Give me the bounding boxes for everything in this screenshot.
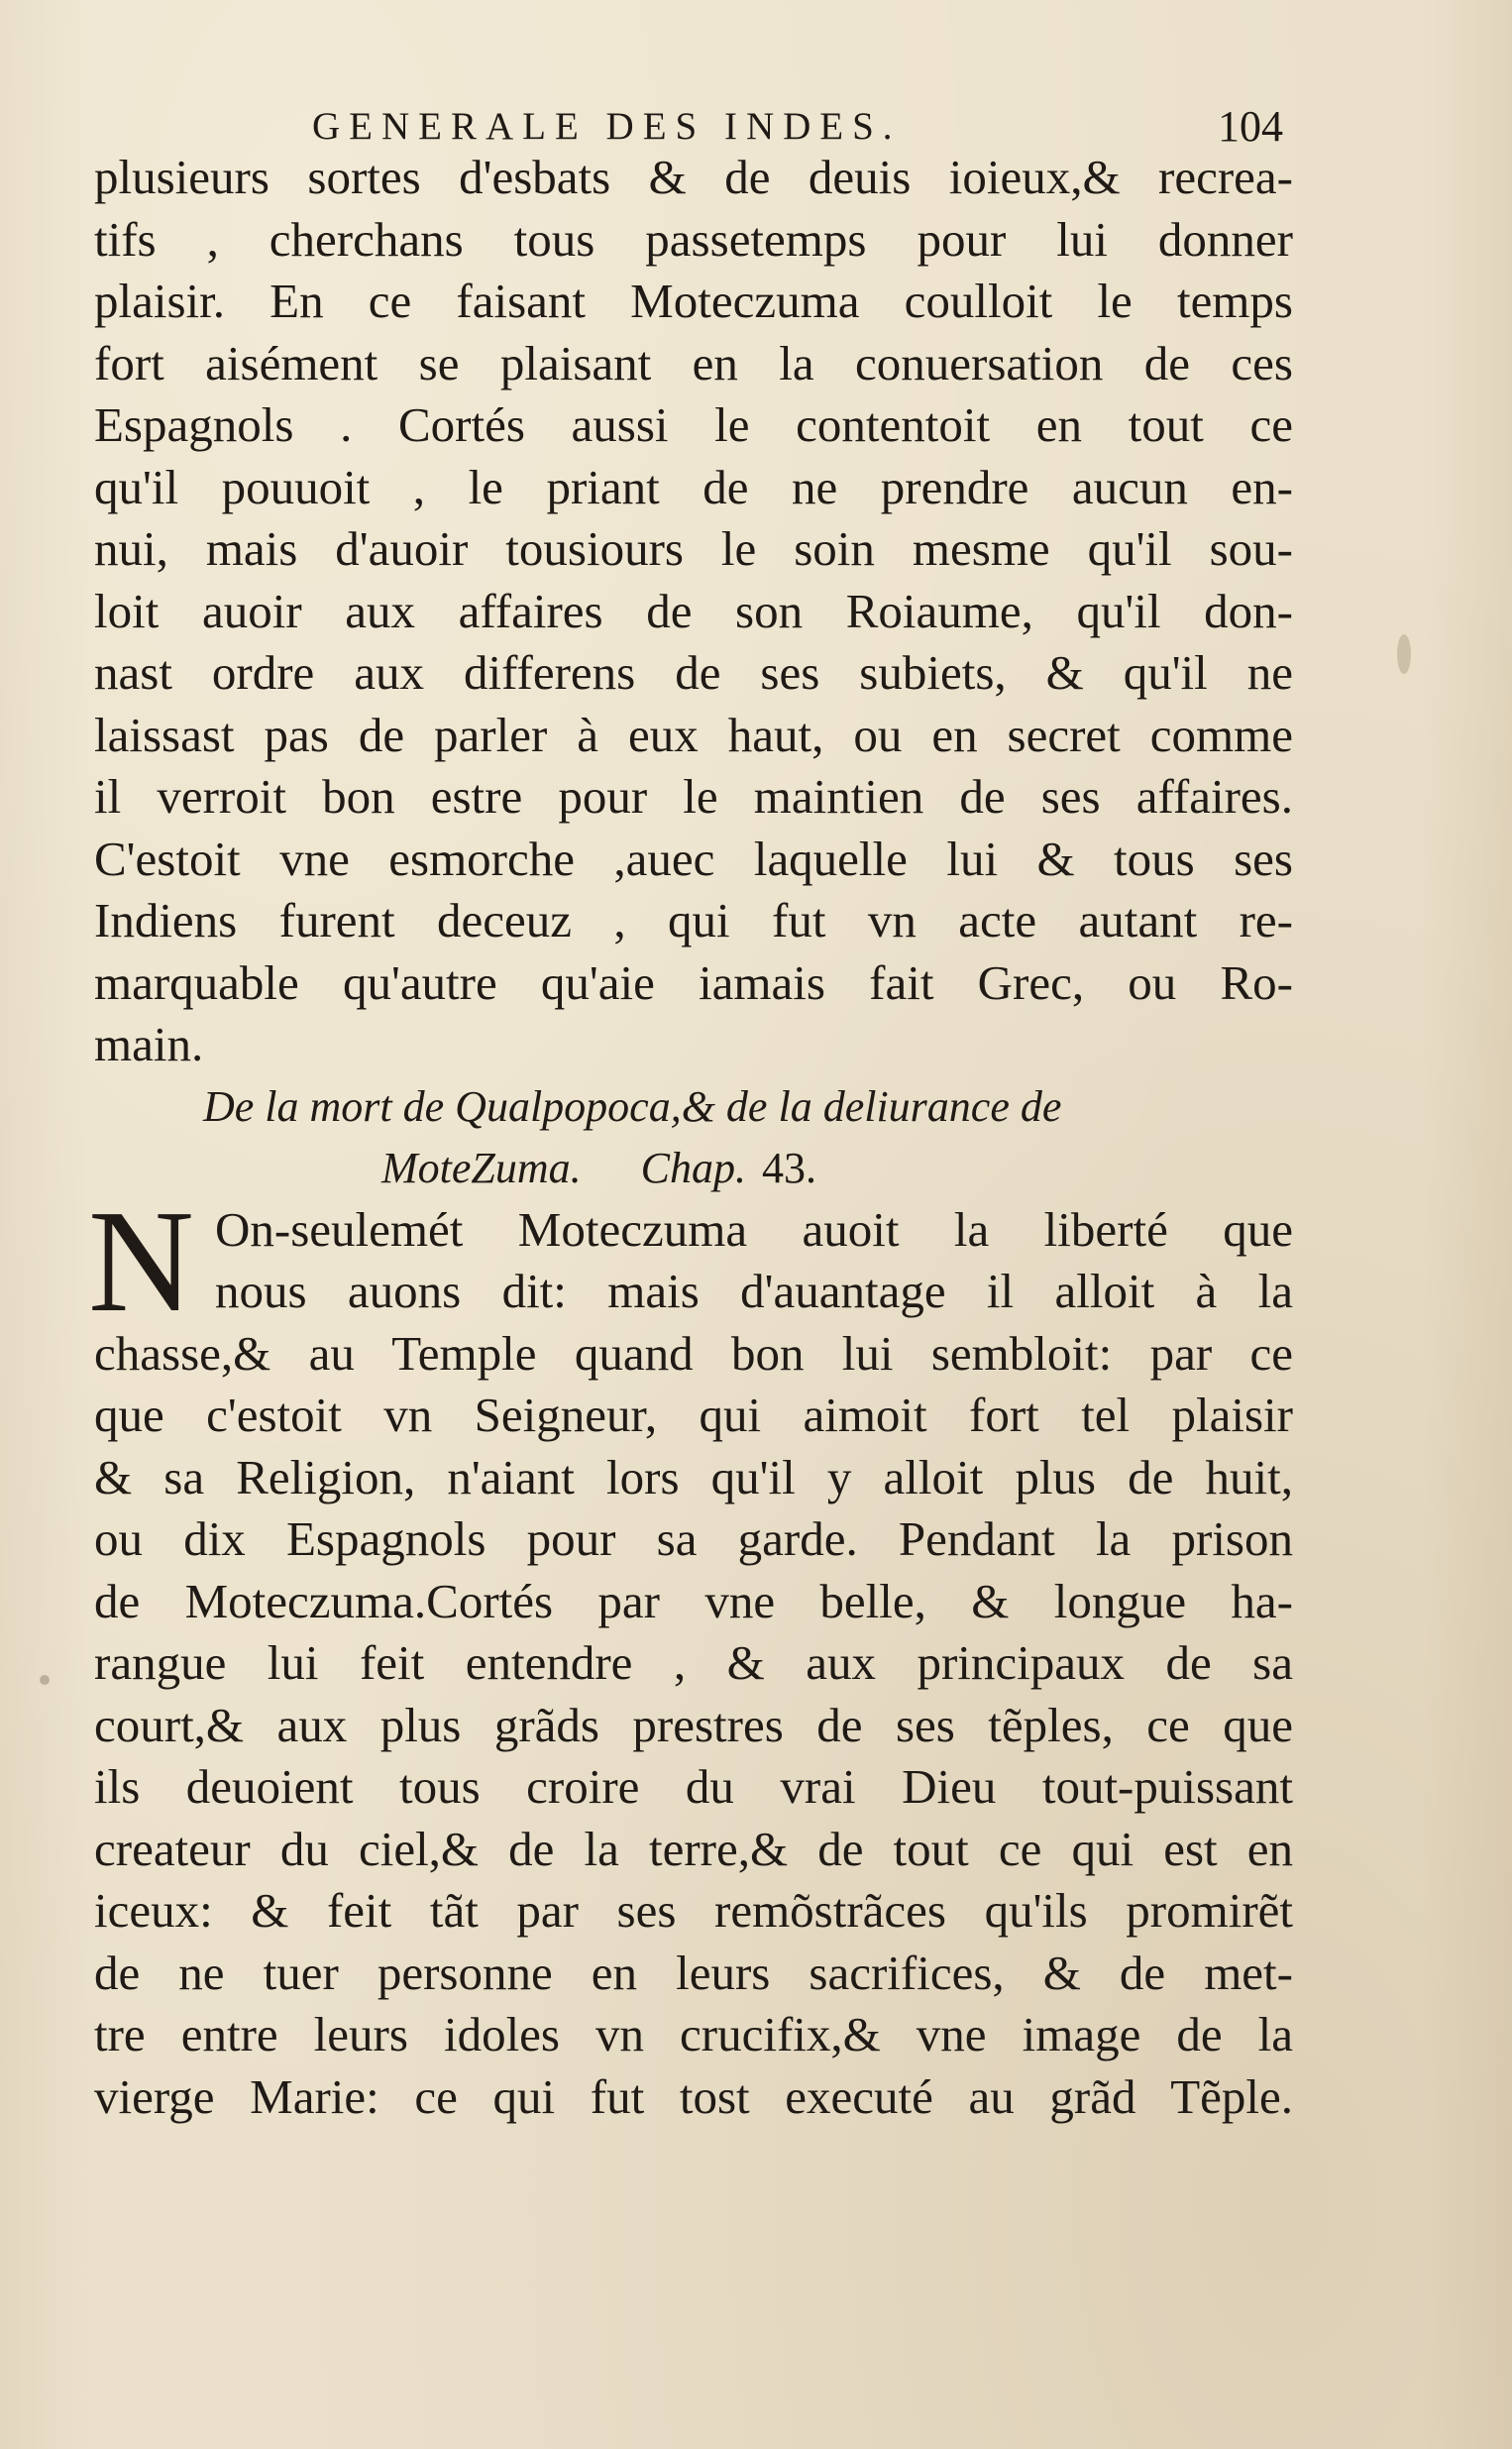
text-line: de Moteczuma.Cortés par vne belle, & longue ha- — [94, 1573, 1293, 1628]
text-line: laissast pas de parler à eux haut, ou en secret comme — [94, 707, 1293, 762]
text-line: createur du ciel,& de la terre,& de tout ce qui est en — [94, 1821, 1293, 1876]
text-line: de ne tuer personne en leurs sacrifices, & de met- — [94, 1945, 1293, 2000]
text-line: court,& aux plus grãds prestres de ses tẽples, ce que — [94, 1697, 1293, 1752]
text-line: Indiens furent deceuz , qui fut vn acte autant re- — [94, 893, 1293, 947]
paragraph — [88, 1179, 1293, 2129]
text-line: tre entre leurs idoles vn crucifix,& vne image de la — [94, 2007, 1293, 2061]
text-line: vierge Marie: ce qui fut tost executé au grãd Tẽple. — [94, 2068, 1293, 2124]
chapter-number: 43. — [762, 1143, 817, 1192]
paper-mark — [1397, 634, 1411, 674]
text-line: plusieurs sortes d'esbats & de deuis ioieux,& recrea- — [94, 150, 1293, 204]
text-line: nui, mais d'auoir tousiours le soin mesme qu'il sou- — [94, 521, 1293, 576]
text-line: chasse,& au Temple quand bon lui sembloit: par ce — [94, 1325, 1293, 1381]
text-line: On-seulemét Moteczuma auoit la liberté que — [215, 1201, 1293, 1257]
text-line: qu'il pouuoit , le priant de ne prendre aucun en- — [94, 459, 1293, 514]
chapter-title-name: MoteZuma. — [381, 1143, 582, 1192]
text-line: ou dix Espagnols pour sa garde. Pendant la prison — [94, 1511, 1293, 1566]
page-number: 104 — [1218, 102, 1283, 151]
text-line: Espagnols . Cortés aussi le contentoit en tout ce — [94, 397, 1293, 452]
text-line: nast ordre aux differens de ses subiets, & qu'il ne — [94, 645, 1293, 700]
paper-mark — [40, 1675, 50, 1685]
text-block — [88, 147, 1293, 2128]
chapter-heading — [94, 1076, 1293, 1199]
text-line: fort aisément se plaisant en la conuersation de ces — [94, 335, 1293, 390]
text-line: main. — [94, 1017, 204, 1071]
chapter-label: Chap. — [640, 1143, 747, 1192]
text-line: nous auons dit: mais d'auantage il alloit à la — [215, 1264, 1293, 1318]
text-line: loit auoir aux affaires de son Roiaume, qu'il don- — [94, 583, 1293, 638]
text-line: ils deuoient tous croire du vrai Dieu tout-puissant — [94, 1759, 1293, 1814]
text-line: tifs , cherchans tous passetemps pour lui donner — [94, 211, 1293, 267]
text-line: marquable qu'autre qu'aie iamais fait Grec, ou Ro- — [94, 954, 1293, 1010]
text-line: que c'estoit vn Seigneur, qui aimoit fort tel plaisir — [94, 1388, 1293, 1442]
paragraph — [94, 147, 1293, 1076]
drop-cap: N — [88, 1179, 194, 1343]
text-line: il verroit bon estre pour le maintien de ses affaires. — [94, 769, 1293, 824]
text-line: iceux: & feit tãt par ses remõstrãces qu'ils promirẽt — [94, 1883, 1293, 1938]
text-line: rangue lui feit entendre , & aux principaux de sa — [94, 1635, 1293, 1690]
running-title: GENERALE DES INDES. — [312, 105, 902, 148]
text-line: plaisir. En ce faisant Moteczuma coulloit le temps — [94, 274, 1293, 328]
chapter-title-line — [94, 1138, 1293, 1199]
text-line: & sa Religion, n'aiant lors qu'il y alloit plus de huit, — [94, 1449, 1293, 1504]
chapter-title-line: De la mort de Qualpopoca,& de la deliurance de — [203, 1081, 1062, 1131]
text-line: C'estoit vne esmorche ,auec laquelle lui & tous ses — [94, 831, 1293, 886]
